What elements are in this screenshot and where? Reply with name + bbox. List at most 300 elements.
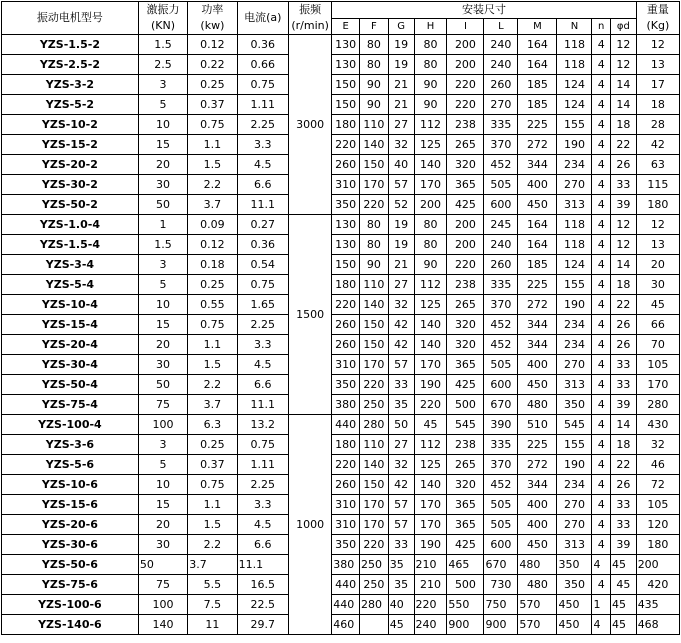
current-cell: 2.25	[237, 115, 288, 135]
force-cell: 30	[138, 535, 187, 555]
model-cell: YZS-30-6	[2, 535, 139, 555]
dim-cell: 4	[592, 235, 611, 255]
dim-cell: 4	[592, 155, 611, 175]
dim-cell: 350	[557, 575, 592, 595]
header-power: 功率 (kw)	[188, 2, 237, 35]
table-row	[2, 135, 680, 155]
table-row	[2, 215, 680, 235]
dim-cell: 21	[388, 75, 414, 95]
table-row	[2, 255, 680, 275]
dim-cell: 370	[484, 135, 518, 155]
dim-cell: 19	[388, 235, 414, 255]
header-install: 安装尺寸	[332, 2, 636, 19]
dim-cell: 170	[414, 355, 447, 375]
freq-cell: 3000	[289, 35, 332, 215]
dim-cell: 350	[332, 195, 360, 215]
dim-cell: 390	[484, 415, 518, 435]
dim-cell: 112	[414, 435, 447, 455]
dim-cell: 140	[414, 335, 447, 355]
dim-cell: 280	[359, 595, 388, 615]
dim-cell: 310	[332, 175, 360, 195]
dim-cell: 900	[447, 615, 484, 635]
dim-cell: 190	[557, 455, 592, 475]
dim-cell: 125	[414, 135, 447, 155]
force-cell: 5	[138, 95, 187, 115]
dim-cell: 26	[610, 475, 636, 495]
dim-cell: 4	[592, 355, 611, 375]
weight-cell: 45	[636, 295, 679, 315]
force-cell: 2.5	[138, 55, 187, 75]
table-row	[2, 175, 680, 195]
dim-cell: 245	[484, 215, 518, 235]
dim-cell: 452	[484, 335, 518, 355]
dim-cell: 112	[414, 115, 447, 135]
dim-cell: 313	[557, 195, 592, 215]
dim-cell: 14	[610, 95, 636, 115]
dim-cell: 240	[484, 235, 518, 255]
dim-cell: 220	[414, 395, 447, 415]
header-dim: N	[557, 19, 592, 35]
dim-cell: 4	[592, 415, 611, 435]
force-cell: 10	[138, 115, 187, 135]
dim-cell: 4	[592, 215, 611, 235]
current-cell: 11.1	[237, 555, 288, 575]
force-cell: 10	[138, 295, 187, 315]
header-dim: M	[518, 19, 557, 35]
model-cell: YZS-10-2	[2, 115, 139, 135]
power-cell: 0.75	[188, 315, 237, 335]
dim-cell: 19	[388, 55, 414, 75]
table-row	[2, 555, 680, 575]
table-row	[2, 575, 680, 595]
dim-cell: 33	[610, 375, 636, 395]
power-cell: 5.5	[188, 575, 237, 595]
weight-cell: 430	[636, 415, 679, 435]
dim-cell: 4	[592, 615, 611, 635]
power-cell: 3.7	[188, 195, 237, 215]
dim-cell: 250	[359, 395, 388, 415]
dim-cell: 50	[388, 415, 414, 435]
dim-cell: 270	[557, 355, 592, 375]
dim-cell: 4	[592, 335, 611, 355]
dim-cell: 260	[332, 155, 360, 175]
dim-cell: 4	[592, 475, 611, 495]
model-cell: YZS-5-2	[2, 95, 139, 115]
power-cell: 3.7	[188, 555, 237, 575]
dim-cell: 110	[359, 435, 388, 455]
dim-cell: 450	[518, 375, 557, 395]
dim-cell: 350	[332, 375, 360, 395]
power-cell: 0.75	[188, 475, 237, 495]
model-cell: YZS-140-6	[2, 615, 139, 635]
current-cell: 4.5	[237, 155, 288, 175]
table-row	[2, 75, 680, 95]
dim-cell: 210	[414, 575, 447, 595]
dim-cell: 150	[359, 155, 388, 175]
dim-cell: 450	[557, 615, 592, 635]
dim-cell: 32	[388, 295, 414, 315]
dim-cell: 4	[592, 295, 611, 315]
dim-cell: 39	[610, 535, 636, 555]
dim-cell: 380	[332, 555, 360, 575]
power-cell: 0.12	[188, 235, 237, 255]
model-cell: YZS-20-6	[2, 515, 139, 535]
model-cell: YZS-15-6	[2, 495, 139, 515]
dim-cell: 510	[518, 415, 557, 435]
current-cell: 0.66	[237, 55, 288, 75]
dim-cell: 425	[447, 535, 484, 555]
weight-cell: 200	[636, 555, 679, 575]
dim-cell: 155	[557, 275, 592, 295]
dim-cell: 190	[557, 135, 592, 155]
dim-cell: 26	[610, 335, 636, 355]
force-cell: 3	[138, 435, 187, 455]
weight-cell: 468	[636, 615, 679, 635]
dim-cell: 185	[518, 75, 557, 95]
dim-cell: 460	[332, 615, 360, 635]
dim-cell: 670	[484, 555, 518, 575]
power-cell: 0.18	[188, 255, 237, 275]
header-model: 振动电机型号	[2, 2, 139, 35]
dim-cell: 220	[359, 535, 388, 555]
table-row	[2, 115, 680, 135]
dim-cell: 234	[557, 335, 592, 355]
dim-cell: 118	[557, 215, 592, 235]
dim-cell: 350	[557, 555, 592, 575]
power-cell: 0.55	[188, 295, 237, 315]
dim-cell: 52	[388, 195, 414, 215]
dim-cell: 42	[388, 315, 414, 335]
header-dim: G	[388, 19, 414, 35]
force-cell: 100	[138, 415, 187, 435]
dim-cell: 238	[447, 115, 484, 135]
dim-cell: 170	[414, 515, 447, 535]
dim-cell: 33	[610, 175, 636, 195]
power-cell: 0.25	[188, 275, 237, 295]
header-dim: L	[484, 19, 518, 35]
dim-cell: 190	[414, 375, 447, 395]
power-cell: 0.25	[188, 435, 237, 455]
force-cell: 50	[138, 375, 187, 395]
table-row	[2, 455, 680, 475]
dim-cell: 344	[518, 315, 557, 335]
dim-cell: 600	[484, 195, 518, 215]
dim-cell: 45	[610, 595, 636, 615]
dim-cell: 335	[484, 115, 518, 135]
spec-table	[1, 1, 680, 635]
table-row	[2, 155, 680, 175]
weight-cell: 180	[636, 195, 679, 215]
dim-cell: 480	[518, 395, 557, 415]
dim-cell: 4	[592, 115, 611, 135]
table-row	[2, 295, 680, 315]
current-cell: 11.1	[237, 195, 288, 215]
dim-cell: 505	[484, 495, 518, 515]
dim-cell: 313	[557, 535, 592, 555]
power-cell: 0.37	[188, 95, 237, 115]
dim-cell: 310	[332, 495, 360, 515]
dim-cell: 190	[557, 295, 592, 315]
dim-cell: 505	[484, 515, 518, 535]
dim-cell: 124	[557, 95, 592, 115]
dim-cell: 545	[447, 415, 484, 435]
dim-cell: 310	[332, 355, 360, 375]
dim-cell: 26	[610, 315, 636, 335]
weight-cell: 115	[636, 175, 679, 195]
dim-cell: 140	[359, 455, 388, 475]
power-cell: 11	[188, 615, 237, 635]
header-dim: H	[414, 19, 447, 35]
force-cell: 30	[138, 355, 187, 375]
table-row	[2, 195, 680, 215]
power-cell: 1.5	[188, 515, 237, 535]
weight-cell: 120	[636, 515, 679, 535]
dim-cell: 12	[610, 235, 636, 255]
current-cell: 3.3	[237, 495, 288, 515]
dim-cell: 600	[484, 535, 518, 555]
force-cell: 1	[138, 215, 187, 235]
dim-cell: 33	[388, 535, 414, 555]
dim-cell: 270	[557, 175, 592, 195]
dim-cell: 240	[484, 55, 518, 75]
dim-cell: 670	[484, 395, 518, 415]
dim-cell: 270	[484, 95, 518, 115]
current-cell: 0.75	[237, 435, 288, 455]
power-cell: 2.2	[188, 175, 237, 195]
dim-cell: 4	[592, 35, 611, 55]
dim-cell: 80	[414, 235, 447, 255]
dim-cell: 210	[414, 555, 447, 575]
force-cell: 20	[138, 155, 187, 175]
table-row	[2, 35, 680, 55]
current-cell: 3.3	[237, 335, 288, 355]
dim-cell: 270	[557, 495, 592, 515]
dim-cell: 4	[592, 455, 611, 475]
model-cell: YZS-5-4	[2, 275, 139, 295]
model-cell: YZS-50-2	[2, 195, 139, 215]
dim-cell: 170	[359, 355, 388, 375]
weight-cell: 70	[636, 335, 679, 355]
force-cell: 15	[138, 135, 187, 155]
dim-cell: 33	[610, 515, 636, 535]
dim-cell: 365	[447, 175, 484, 195]
power-cell: 2.2	[188, 535, 237, 555]
dim-cell: 180	[332, 435, 360, 455]
dim-cell: 220	[359, 195, 388, 215]
power-cell: 2.2	[188, 375, 237, 395]
current-cell: 4.5	[237, 355, 288, 375]
model-cell: YZS-1.5-2	[2, 35, 139, 55]
dim-cell: 164	[518, 235, 557, 255]
dim-cell: 350	[557, 395, 592, 415]
weight-cell: 105	[636, 355, 679, 375]
dim-cell: 350	[332, 535, 360, 555]
table-row	[2, 415, 680, 435]
force-cell: 50	[138, 195, 187, 215]
dim-cell: 19	[388, 35, 414, 55]
power-cell: 1.5	[188, 355, 237, 375]
weight-cell: 13	[636, 235, 679, 255]
header-force: 激振力 (KN)	[138, 2, 187, 35]
power-cell: 6.3	[188, 415, 237, 435]
dim-cell: 155	[557, 435, 592, 455]
weight-cell: 72	[636, 475, 679, 495]
header-weight: 重量 (Kg)	[636, 2, 679, 35]
current-cell: 2.25	[237, 315, 288, 335]
dim-cell: 12	[610, 55, 636, 75]
current-cell: 0.36	[237, 35, 288, 55]
power-cell: 0.22	[188, 55, 237, 75]
dim-cell: 80	[414, 55, 447, 75]
dim-cell: 225	[518, 435, 557, 455]
dim-cell: 170	[359, 515, 388, 535]
weight-cell: 12	[636, 215, 679, 235]
current-cell: 6.6	[237, 375, 288, 395]
dim-cell: 344	[518, 155, 557, 175]
dim-cell: 450	[557, 595, 592, 615]
dim-cell: 57	[388, 515, 414, 535]
table-row	[2, 315, 680, 335]
header-dim: n	[592, 19, 611, 35]
dim-cell: 220	[447, 95, 484, 115]
dim-cell: 280	[359, 415, 388, 435]
table-body	[2, 35, 680, 635]
dim-cell: 335	[484, 275, 518, 295]
dim-cell: 14	[610, 255, 636, 275]
dim-cell: 452	[484, 315, 518, 335]
dim-cell: 370	[484, 455, 518, 475]
dim-cell: 200	[447, 235, 484, 255]
dim-cell: 90	[414, 255, 447, 275]
dim-cell: 185	[518, 95, 557, 115]
weight-cell: 30	[636, 275, 679, 295]
dim-cell: 150	[359, 475, 388, 495]
force-cell: 3	[138, 255, 187, 275]
dim-cell: 440	[332, 575, 360, 595]
dim-cell: 272	[518, 135, 557, 155]
weight-cell: 435	[636, 595, 679, 615]
dim-cell: 150	[359, 335, 388, 355]
dim-cell: 370	[484, 295, 518, 315]
dim-cell: 118	[557, 235, 592, 255]
weight-cell: 180	[636, 535, 679, 555]
current-cell: 13.2	[237, 415, 288, 435]
dim-cell: 200	[447, 35, 484, 55]
dim-cell: 125	[414, 455, 447, 475]
dim-cell: 32	[388, 455, 414, 475]
table-row	[2, 335, 680, 355]
model-cell: YZS-50-4	[2, 375, 139, 395]
weight-cell: 420	[636, 575, 679, 595]
dim-cell: 400	[518, 175, 557, 195]
dim-cell: 220	[332, 455, 360, 475]
header-current: 电流(a)	[237, 2, 288, 35]
force-cell: 15	[138, 495, 187, 515]
dim-cell: 313	[557, 375, 592, 395]
dim-cell: 238	[447, 435, 484, 455]
dim-cell: 220	[447, 255, 484, 275]
dim-cell: 18	[610, 275, 636, 295]
current-cell: 0.54	[237, 255, 288, 275]
dim-cell: 440	[332, 595, 360, 615]
current-cell: 4.5	[237, 515, 288, 535]
dim-cell: 118	[557, 35, 592, 55]
dim-cell: 42	[388, 335, 414, 355]
dim-cell: 180	[332, 275, 360, 295]
dim-cell: 130	[332, 55, 360, 75]
dim-cell: 570	[518, 595, 557, 615]
table-row	[2, 95, 680, 115]
dim-cell: 570	[518, 615, 557, 635]
dim-cell: 18	[610, 115, 636, 135]
dim-cell: 234	[557, 315, 592, 335]
force-cell: 3	[138, 75, 187, 95]
dim-cell: 225	[518, 275, 557, 295]
model-cell: YZS-1.0-4	[2, 215, 139, 235]
dim-cell: 57	[388, 355, 414, 375]
dim-cell: 45	[388, 615, 414, 635]
dim-cell: 4	[592, 575, 611, 595]
power-cell: 0.25	[188, 75, 237, 95]
dim-cell: 80	[359, 235, 388, 255]
current-cell: 11.1	[237, 395, 288, 415]
dim-cell: 270	[557, 515, 592, 535]
model-cell: YZS-75-4	[2, 395, 139, 415]
dim-cell: 545	[557, 415, 592, 435]
force-cell: 10	[138, 475, 187, 495]
table-row	[2, 275, 680, 295]
dim-cell: 260	[332, 335, 360, 355]
dim-cell: 39	[610, 195, 636, 215]
weight-cell: 17	[636, 75, 679, 95]
header-freq: 振频 (r/min)	[289, 2, 332, 35]
table-row	[2, 435, 680, 455]
weight-cell: 66	[636, 315, 679, 335]
dim-cell: 22	[610, 295, 636, 315]
dim-cell: 22	[610, 455, 636, 475]
dim-cell: 4	[592, 135, 611, 155]
dim-cell: 45	[610, 575, 636, 595]
weight-cell: 280	[636, 395, 679, 415]
power-cell: 0.75	[188, 115, 237, 135]
dim-cell: 480	[518, 555, 557, 575]
weight-cell: 13	[636, 55, 679, 75]
dim-cell: 185	[518, 255, 557, 275]
dim-cell: 365	[447, 355, 484, 375]
power-cell: 3.7	[188, 395, 237, 415]
table-row	[2, 515, 680, 535]
dim-cell: 90	[359, 255, 388, 275]
table-row	[2, 535, 680, 555]
dim-cell: 4	[592, 435, 611, 455]
force-cell: 100	[138, 595, 187, 615]
dim-cell: 440	[332, 415, 360, 435]
dim-cell: 27	[388, 115, 414, 135]
dim-cell: 125	[414, 295, 447, 315]
current-cell: 22.5	[237, 595, 288, 615]
dim-cell: 21	[388, 255, 414, 275]
table-row	[2, 615, 680, 635]
weight-cell: 105	[636, 495, 679, 515]
dim-cell: 164	[518, 35, 557, 55]
dim-cell: 170	[359, 495, 388, 515]
weight-cell: 32	[636, 435, 679, 455]
dim-cell: 140	[414, 315, 447, 335]
dim-cell: 465	[447, 555, 484, 575]
force-cell: 5	[138, 455, 187, 475]
dim-cell: 45	[610, 555, 636, 575]
dim-cell: 260	[332, 475, 360, 495]
